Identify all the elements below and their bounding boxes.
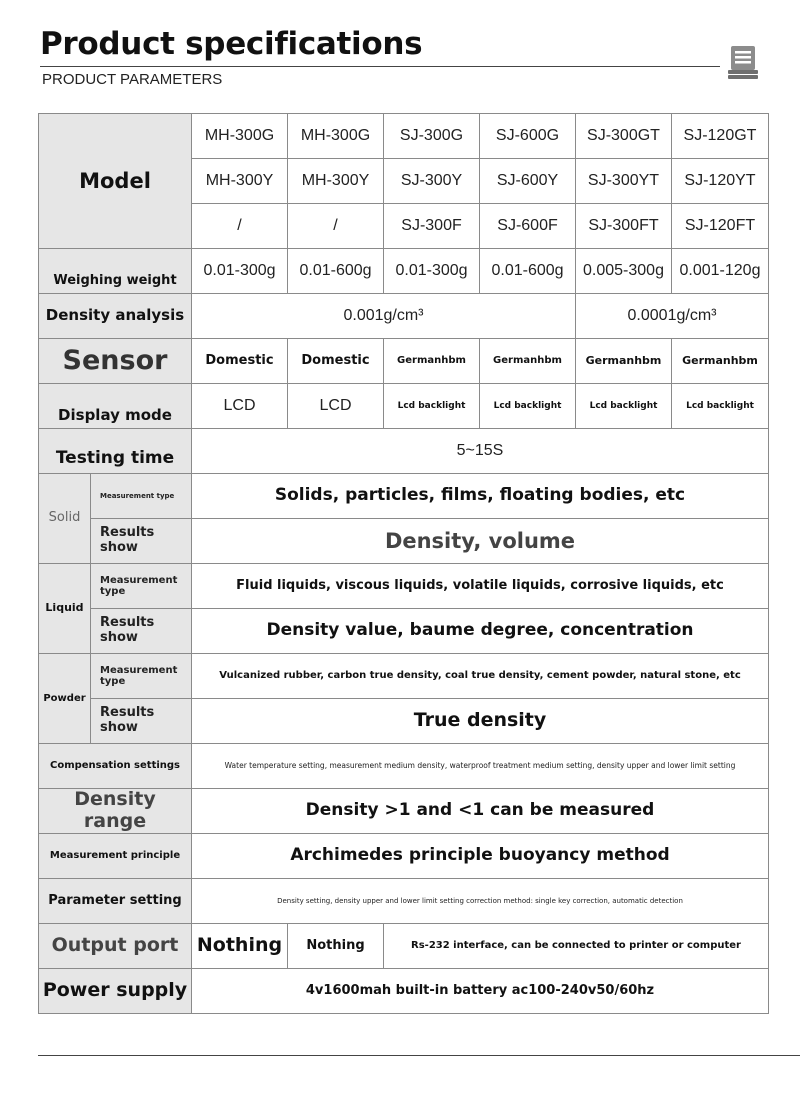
weighing-cell: 0.01-600g xyxy=(288,249,384,294)
bottom-divider xyxy=(38,1055,800,1056)
powder-measurement-row xyxy=(39,654,769,699)
display-cell: Lcd backlight xyxy=(480,384,576,429)
model-cell: MH-300G xyxy=(288,114,384,159)
power-label: Power supply xyxy=(39,969,192,1014)
powder-measurement-value: Vulcanized rubber, carbon true density, coal true density, cement powder, natural stone, etc xyxy=(192,654,769,699)
model-cell: MH-300Y xyxy=(288,159,384,204)
parameter-value: Density setting, density upper and lower limit setting correction method: single key correction, automatic detection xyxy=(192,879,769,924)
powder-group-label: Powder xyxy=(39,654,91,744)
density-analysis-cell: 0.0001g/cm³ xyxy=(576,294,769,339)
testing-time-label: Testing time xyxy=(39,429,192,474)
model-cell: SJ-300YT xyxy=(576,159,672,204)
powder-measurement-label: Measurement type xyxy=(91,654,192,699)
model-cell: SJ-300F xyxy=(384,204,480,249)
testing-time-cell: 5~15S xyxy=(192,429,769,474)
weighing-cell: 0.01-300g xyxy=(384,249,480,294)
weighing-cell: 0.001-120g xyxy=(672,249,769,294)
density-analysis-cell: 0.001g/cm³ xyxy=(192,294,576,339)
output-cell: Nothing xyxy=(192,924,288,969)
liquid-measurement-value: Fluid liquids, viscous liquids, volatile liquids, corrosive liquids, etc xyxy=(192,564,769,609)
model-label: Model xyxy=(39,114,192,249)
powder-results-value: True density xyxy=(192,699,769,744)
density-analysis-row xyxy=(39,294,769,339)
liquid-group-label: Liquid xyxy=(39,564,91,654)
solid-measurement-value: Solids, particles, films, floating bodies, etc xyxy=(192,474,769,519)
page-subtitle: PRODUCT PARAMETERS xyxy=(42,71,223,88)
model-cell: / xyxy=(192,204,288,249)
document-stack-icon xyxy=(726,44,760,82)
powder-results-label: Results show xyxy=(91,699,192,744)
liquid-results-value: Density value, baume degree, concentration xyxy=(192,609,769,654)
display-cell: Lcd backlight xyxy=(672,384,769,429)
weighing-row xyxy=(39,249,769,294)
solid-results-row xyxy=(39,519,769,564)
model-cell: SJ-120FT xyxy=(672,204,769,249)
liquid-results-label: Results show xyxy=(91,609,192,654)
output-row xyxy=(39,924,769,969)
density-range-value: Density >1 and <1 can be measured xyxy=(192,789,769,834)
testing-time-row xyxy=(39,429,769,474)
model-row xyxy=(39,114,769,159)
solid-measurement-row xyxy=(39,474,769,519)
model-cell: MH-300G xyxy=(192,114,288,159)
sensor-label: Sensor xyxy=(39,339,192,384)
display-label: Display mode xyxy=(39,384,192,429)
sensor-cell: Germanhbm xyxy=(384,339,480,384)
display-cell: LCD xyxy=(192,384,288,429)
weighing-cell: 0.005-300g xyxy=(576,249,672,294)
output-label: Output port xyxy=(39,924,192,969)
compensation-value: Water temperature setting, measurement medium density, waterproof treatment medium setting, density upper and lower limit setting xyxy=(192,744,769,789)
model-cell: SJ-600G xyxy=(480,114,576,159)
principle-label: Measurement principle xyxy=(39,834,192,879)
principle-row xyxy=(39,834,769,879)
weighing-cell: 0.01-300g xyxy=(192,249,288,294)
sensor-row xyxy=(39,339,769,384)
model-cell: / xyxy=(288,204,384,249)
powder-results-row xyxy=(39,699,769,744)
solid-results-label: Results show xyxy=(91,519,192,564)
sensor-cell: Germanhbm xyxy=(672,339,769,384)
model-cell: MH-300Y xyxy=(192,159,288,204)
display-row xyxy=(39,384,769,429)
output-cell: Rs-232 interface, can be connected to printer or computer xyxy=(384,924,769,969)
principle-value: Archimedes principle buoyancy method xyxy=(192,834,769,879)
density-range-label: Density range xyxy=(39,789,192,834)
display-cell: Lcd backlight xyxy=(576,384,672,429)
solid-measurement-label: Measurement type xyxy=(91,474,192,519)
parameter-label: Parameter setting xyxy=(39,879,192,924)
weighing-cell: 0.01-600g xyxy=(480,249,576,294)
model-cell: SJ-300FT xyxy=(576,204,672,249)
solid-group-label: Solid xyxy=(39,474,91,564)
title-divider xyxy=(40,66,720,67)
page-title: Product specifications xyxy=(40,26,423,62)
output-cell: Nothing xyxy=(288,924,384,969)
model-cell: SJ-300Y xyxy=(384,159,480,204)
weighing-label: Weighing weight xyxy=(39,249,192,294)
model-cell: SJ-300G xyxy=(384,114,480,159)
display-cell: LCD xyxy=(288,384,384,429)
solid-results-value: Density, volume xyxy=(192,519,769,564)
model-cell: SJ-120YT xyxy=(672,159,769,204)
liquid-results-row xyxy=(39,609,769,654)
power-value: 4v1600mah built-in battery ac100-240v50/60hz xyxy=(192,969,769,1014)
power-row xyxy=(39,969,769,1014)
liquid-measurement-label: Measurement type xyxy=(91,564,192,609)
liquid-measurement-row xyxy=(39,564,769,609)
compensation-row xyxy=(39,744,769,789)
sensor-cell: Domestic xyxy=(192,339,288,384)
parameter-row xyxy=(39,879,769,924)
density-range-row xyxy=(39,789,769,834)
display-cell: Lcd backlight xyxy=(384,384,480,429)
sensor-cell: Germanhbm xyxy=(480,339,576,384)
model-cell: SJ-600F xyxy=(480,204,576,249)
compensation-label: Compensation settings xyxy=(39,744,192,789)
sensor-cell: Germanhbm xyxy=(576,339,672,384)
model-cell: SJ-300GT xyxy=(576,114,672,159)
density-analysis-label: Density analysis xyxy=(39,294,192,339)
model-cell: SJ-120GT xyxy=(672,114,769,159)
sensor-cell: Domestic xyxy=(288,339,384,384)
model-cell: SJ-600Y xyxy=(480,159,576,204)
spec-table xyxy=(38,113,769,1014)
